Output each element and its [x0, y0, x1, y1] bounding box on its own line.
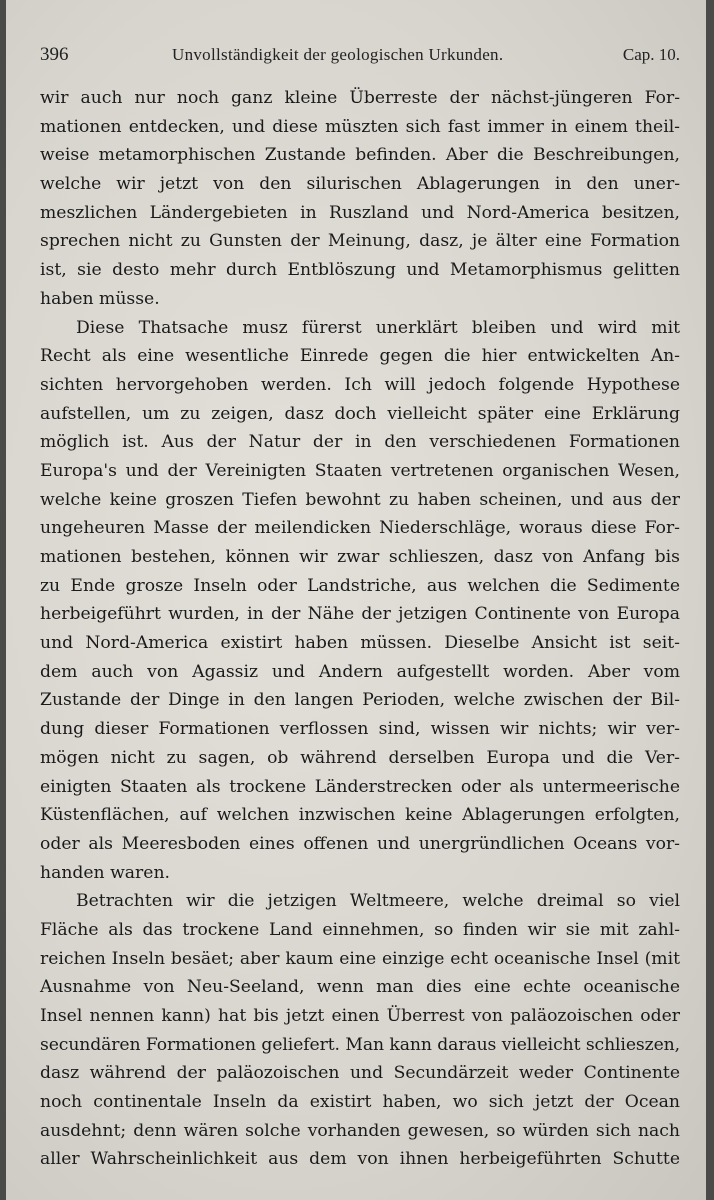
text-line: einigten Staaten als trockene Länderstrecken oder als untermeerische	[40, 776, 680, 797]
text-line: Zustande der Dinge in den langen Perioden, welche zwischen der Bil-	[40, 690, 680, 711]
text-line: Diese Thatsache musz fürerst unerklärt bleiben und wird mit	[76, 317, 680, 338]
text-line: welche keine groszen Tiefen bewohnt zu haben scheinen, und aus der	[40, 489, 680, 510]
text-line: aller Wahrscheinlichkeit aus dem von ihnen herbeigeführten Schutte	[40, 1149, 680, 1170]
text-line: handen waren.	[40, 862, 170, 883]
text-line: ist, sie desto mehr durch Entblöszung und Metamorphismus gelitten	[40, 260, 680, 281]
text-line: mögen nicht zu sagen, ob während derselben Europa und die Ver-	[40, 747, 680, 768]
text-line: meszlichen Ländergebieten in Ruszland und Nord-America besitzen,	[40, 202, 680, 223]
paragraph-3	[40, 887, 680, 1174]
text-line: wir auch nur noch ganz kleine Überreste der nächst-jüngeren For-	[40, 88, 680, 108]
text-line: herbeigeführt wurden, in der Nähe der jetzigen Continente von Europa	[40, 604, 680, 625]
text-line: aufstellen, um zu zeigen, dasz doch vielleicht später eine Erklärung	[40, 403, 680, 424]
text-line: secundären Formationen geliefert. Man kann daraus vielleicht schlieszen,	[40, 1034, 680, 1055]
page-header	[40, 44, 680, 72]
text-line: haben müsse.	[40, 288, 160, 309]
text-line: ausdehnt; denn wären solche vorhanden gewesen, so würden sich nach	[40, 1120, 680, 1141]
text-line: Fläche als das trockene Land einnehmen, so finden wir sie mit zahl-	[40, 919, 680, 940]
chapter-label: Cap. 10.	[622, 45, 680, 64]
running-title: Unvollständigkeit der geologischen Urkunden.	[172, 45, 504, 64]
text-line: Küstenflächen, auf welchen inzwischen keine Ablagerungen erfolgten,	[40, 805, 680, 826]
body-text	[40, 84, 680, 1174]
text-line: mationen bestehen, können wir zwar schlieszen, dasz von Anfang bis	[40, 547, 680, 567]
text-line: dasz während der paläozoischen und Secundärzeit weder Continente	[40, 1063, 680, 1084]
text-line: weise metamorphischen Zustande befinden. Aber die Beschreibungen,	[40, 145, 680, 166]
text-line: Ausnahme von Neu-Seeland, wenn man dies eine echte oceanische	[40, 977, 680, 998]
text-line: Betrachten wir die jetzigen Weltmeere, welche dreimal so viel	[76, 891, 680, 912]
text-line: mationen entdecken, und diese müszten sich fast immer in einem theil-	[40, 116, 680, 137]
page-number: 396	[40, 44, 69, 65]
paragraph-1	[40, 84, 680, 314]
text-line: oder als Meeresboden eines offenen und unergründlichen Oceans vor-	[40, 833, 680, 854]
text-line: Europa's und der Vereinigten Staaten vertretenen organischen Wesen,	[40, 460, 680, 481]
text-line: möglich ist. Aus der Natur der in den verschiedenen Formationen	[40, 432, 680, 453]
text-line: Insel nennen kann) hat bis jetzt einen Überrest von paläozoischen oder	[40, 1006, 680, 1026]
text-line: zu Ende grosze Inseln oder Landstriche, aus welchen die Sedimente	[40, 575, 680, 596]
text-line: sichten hervorgehoben werden. Ich will jedoch folgende Hypothese	[40, 374, 680, 395]
text-line: und Nord-America existirt haben müssen. Dieselbe Ansicht ist seit-	[40, 633, 680, 654]
paragraph-2	[40, 314, 680, 888]
text-line: dem auch von Agassiz und Andern aufgestellt worden. Aber vom	[40, 661, 680, 682]
text-line: sprechen nicht zu Gunsten der Meinung, dasz, je älter eine Formation	[40, 231, 680, 252]
text-line: ungeheuren Masse der meilendicken Niederschläge, woraus diese For-	[40, 518, 680, 539]
text-line: noch continentale Inseln da existirt haben, wo sich jetzt der Ocean	[40, 1092, 680, 1113]
book-page	[6, 0, 706, 1200]
text-line: reichen Inseln besäet; aber kaum eine einzige echt oceanische Insel (mit	[40, 948, 680, 969]
text-line: dung dieser Formationen verflossen sind, wissen wir nichts; wir ver-	[40, 719, 680, 740]
text-line: Recht als eine wesentliche Einrede gegen die hier entwickelten An-	[40, 346, 680, 367]
text-line: welche wir jetzt von den silurischen Ablagerungen in den uner-	[40, 174, 680, 195]
